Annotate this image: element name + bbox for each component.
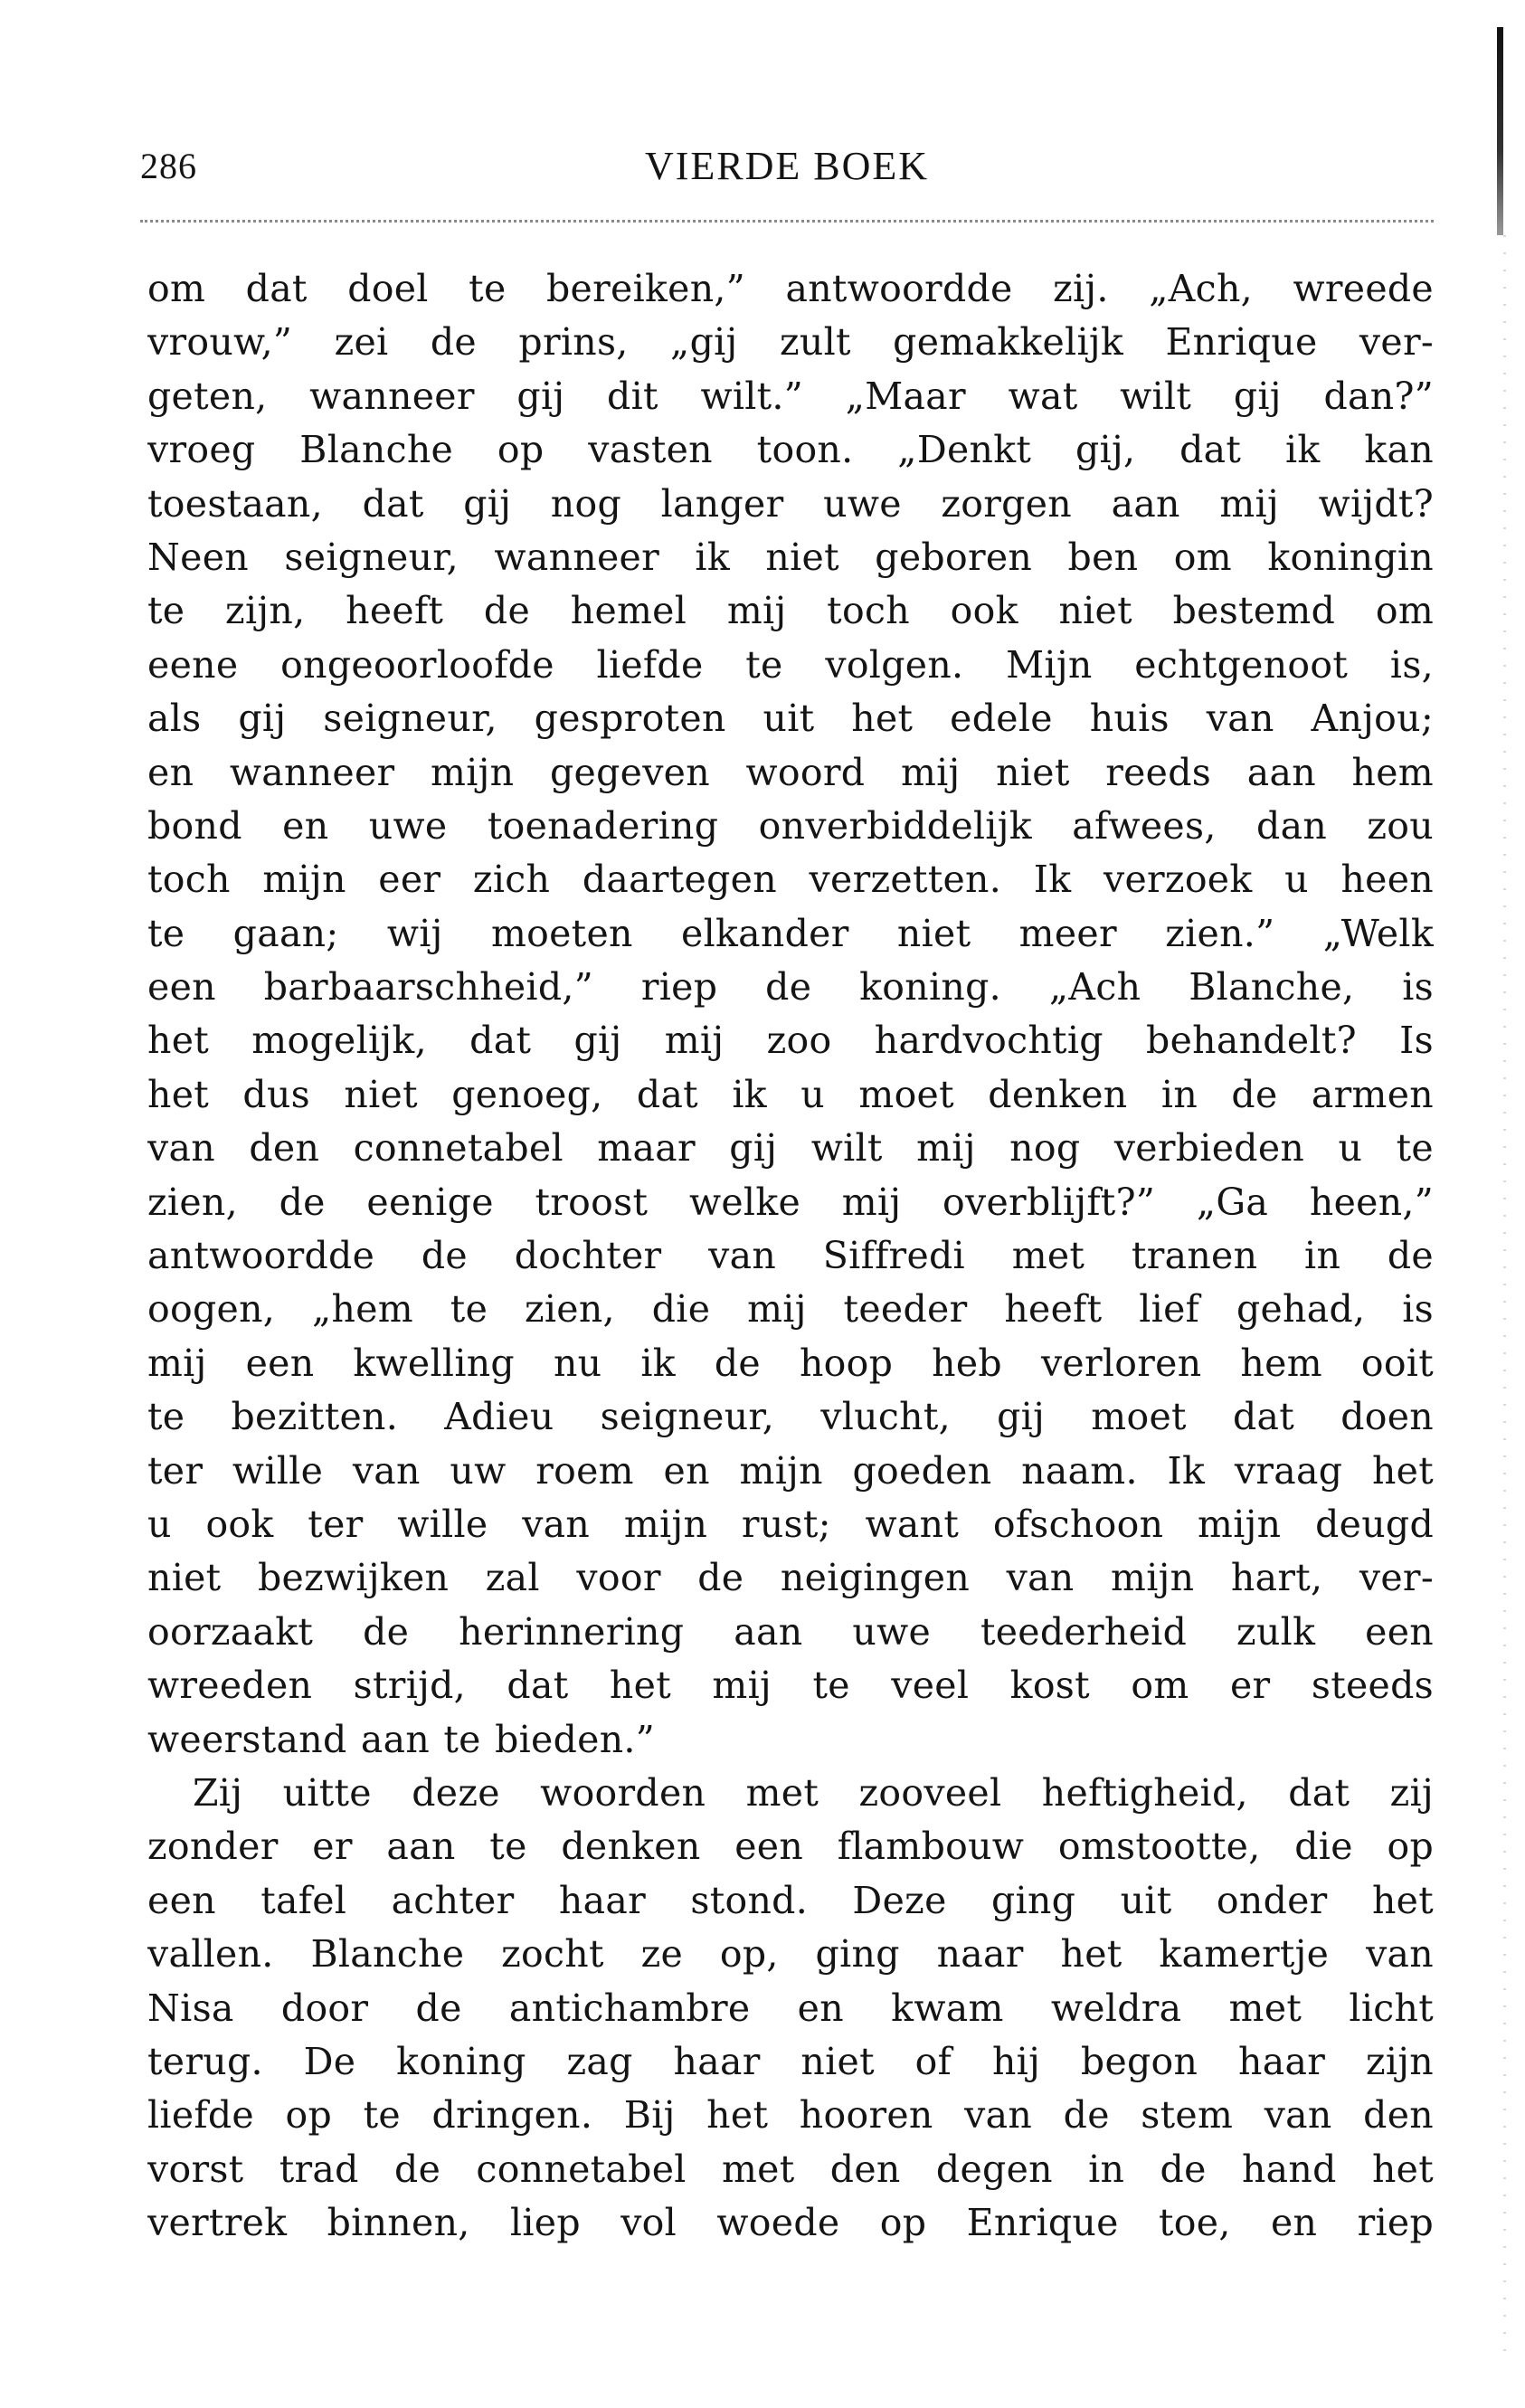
- text-line: vallen. Blanche zocht ze op, ging naar het kamertje van: [147, 1932, 1434, 1977]
- text-line: het dus niet genoeg, dat ik u moet denken in de armen: [147, 1072, 1434, 1116]
- text-line: vorst trad de connetabel met den degen in de hand het: [147, 2147, 1434, 2191]
- text-line: bond en uwe toenadering onverbiddelijk afwees, dan zou: [147, 803, 1434, 848]
- text-line: toestaan, dat gij nog langer uwe zorgen aan mij wijdt?: [147, 481, 1434, 526]
- text-line: te zijn, heeft de hemel mij toch ook niet bestemd om: [147, 589, 1434, 633]
- text-line: te gaan; wij moeten elkander niet meer zien.” „Welk: [147, 911, 1434, 955]
- text-line: terug. De koning zag haar niet of hij begon haar zijn: [147, 2039, 1434, 2083]
- text-line: een tafel achter haar stond. Deze ging uit onder het: [147, 1878, 1434, 1922]
- body-text: [147, 262, 1434, 2334]
- text-line: om dat doel te bereiken,” antwoordde zij. „Ach, wreede: [147, 267, 1434, 310]
- text-line: vertrek binnen, liep vol woede op Enrique toe, en riep: [147, 2201, 1434, 2245]
- text-line: mij een kwelling nu ik de hoop heb verloren hem ooit: [147, 1341, 1434, 1385]
- text-line: Zij uitte deze woorden met zooveel heftigheid, dat zij: [193, 1770, 1434, 1815]
- text-line: liefde op te dringen. Bij het hooren van de stem van den: [147, 2093, 1434, 2138]
- text-line: u ook ter wille van mijn rust; want ofschoon mijn deugd: [147, 1502, 1434, 1546]
- text-line: van den connetabel maar gij wilt mij nog verbieden u te: [147, 1126, 1434, 1171]
- text-line: ter wille van uw roem en mijn goeden naam. Ik vraag het: [147, 1448, 1434, 1493]
- text-line: weerstand aan te bieden.”: [147, 1717, 655, 1761]
- text-line: Neen seigneur, wanneer ik niet geboren ben om koningin: [147, 535, 1434, 579]
- text-line: een barbaarschheid,” riep de koning. „Ach Blanche, is: [147, 965, 1434, 1010]
- text-line: het mogelijk, dat gij mij zoo hardvochtig behandelt? Is: [147, 1019, 1434, 1063]
- text-line: oogen, „hem te zien, die mij teeder heeft lief gehad, is: [147, 1287, 1434, 1332]
- text-line: Nisa door de antichambre en kwam weldra met licht: [147, 1986, 1434, 2030]
- text-line: eene ongeoorloofde liefde te volgen. Mijn echtgenoot is,: [147, 642, 1434, 687]
- text-line: geten, wanneer gij dit wilt.” „Maar wat wilt gij dan?”: [147, 374, 1434, 418]
- text-line: en wanneer mijn gegeven woord mij niet reeds aan hem: [147, 750, 1434, 794]
- text-line: te bezitten. Adieu seigneur, vlucht, gij moet dat doen: [147, 1395, 1434, 1439]
- page-number: 286: [140, 146, 197, 186]
- text-line: als gij seigneur, gesproten uit het edele huis van Anjou;: [147, 697, 1434, 741]
- header-divider: [140, 220, 1434, 223]
- text-line: niet bezwijken zal voor de neigingen van mijn hart, ver-: [147, 1556, 1434, 1600]
- text-line: toch mijn eer zich daartegen verzetten. Ik verzoek u heen: [147, 858, 1434, 902]
- text-line: vrouw,” zei de prins, „gij zult gemakkelijk Enrique ver-: [147, 320, 1434, 365]
- text-line: zien, de eenige troost welke mij overblijft?” „Ga heen,”: [147, 1180, 1434, 1224]
- text-line: wreeden strijd, dat het mij te veel kost om er steeds: [147, 1664, 1434, 1708]
- text-line: vroeg Blanche op vasten toon. „Denkt gij, dat ik kan: [147, 428, 1434, 472]
- running-head: [140, 137, 1434, 195]
- text-line: antwoordde de dochter van Siffredi met tranen in de: [147, 1234, 1434, 1278]
- scan-edge-mark: [1497, 27, 1503, 235]
- running-title: VIERDE BOEK: [644, 144, 930, 188]
- scan-edge-speckle: [1503, 235, 1506, 2361]
- text-line: oorzaakt de herinnering aan uwe teederheid zulk een: [147, 1609, 1434, 1654]
- text-line: zonder er aan te denken een flambouw omstootte, die op: [147, 1825, 1434, 1869]
